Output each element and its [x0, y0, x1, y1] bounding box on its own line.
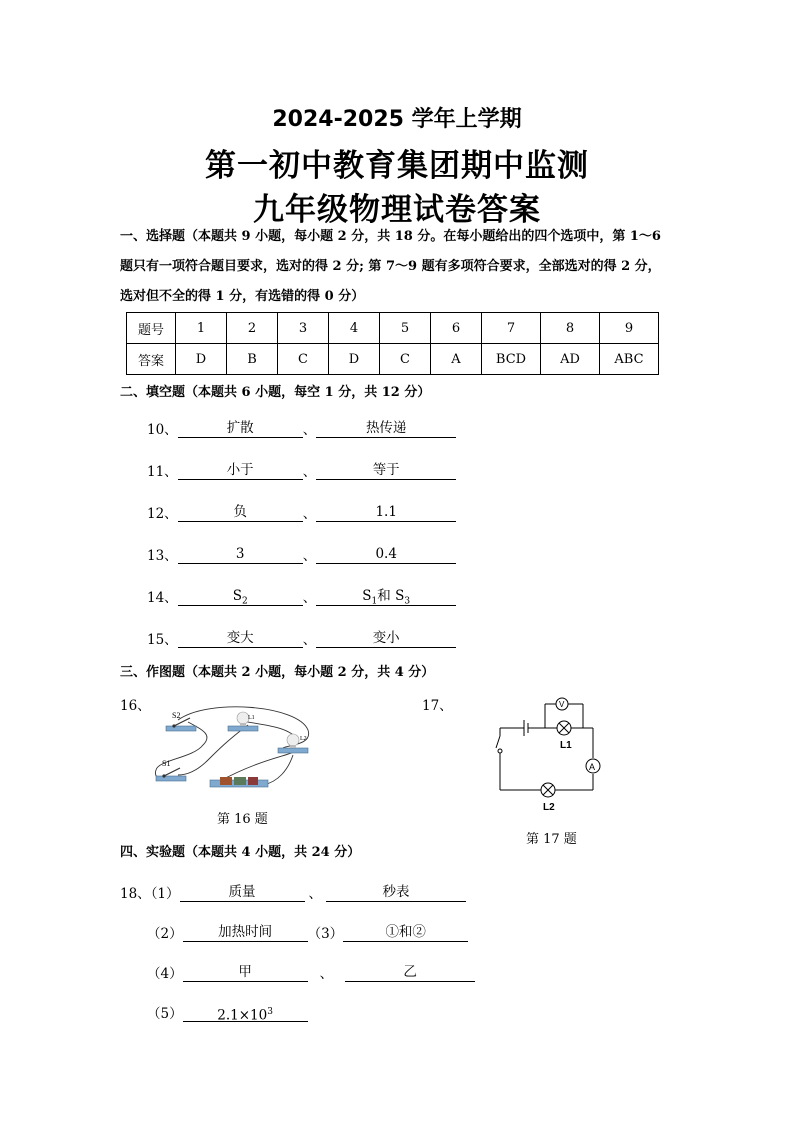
answer-blank: 1.1 [316, 504, 456, 522]
caption-17: 第 17 题 [526, 832, 577, 847]
table-row [127, 313, 659, 344]
answer-blank: 3 [178, 546, 303, 564]
answer-blank: 加热时间 [183, 924, 308, 942]
table-cell: A [431, 344, 482, 375]
section1-line3: 选对但不全的得 1 分，有选错的得 0 分） [120, 289, 365, 304]
answer-blank: $S_2$ [178, 588, 303, 606]
svg-text:V: V [559, 700, 565, 709]
table-cell: 4 [329, 313, 380, 344]
switch-s2-icon [166, 718, 196, 731]
section3-title: 三、作图题（本题共 2 小题，每小题 2 分，共 4 分） [120, 665, 435, 680]
table-cell: 2 [227, 313, 278, 344]
exp-item-18-1: 18、（1） 质量 、 秒表 [120, 882, 466, 902]
section4-title: 四、实验题（本题共 4 小题，共 24 分） [120, 845, 361, 860]
exp-item-18-5: （5） $2.1\times 10^3$ [147, 1002, 308, 1022]
section2-title: 二、填空题（本题共 6 小题，每空 1 分，共 12 分） [120, 385, 431, 400]
section1-line2: 题只有一项符合题目要求，选对的得 2 分; 第 7～9 题有多项符合要求，全部选对的得 2 分， [120, 259, 661, 274]
svg-text:A: A [589, 762, 596, 772]
lamp-l1-icon [557, 721, 571, 735]
exp-item-18-2: （2） 加热时间 （3） ①和② [147, 922, 468, 942]
fill-item-11: 11、 小于 、 等于 [147, 460, 456, 480]
fill-item-13: 13、 3 、 0.4 [147, 544, 456, 564]
label-l1: L1 [248, 715, 255, 721]
answer-blank: 甲 [183, 964, 308, 982]
label-c-l1: L1 [560, 740, 572, 751]
label-s1: S1 [162, 759, 171, 768]
row-label: 题号 [127, 313, 176, 344]
q17-number: 17、 [422, 698, 453, 714]
exp-item-18-4: （4） 甲 、 乙 [147, 962, 475, 982]
table-cell: 6 [431, 313, 482, 344]
table-row [127, 344, 659, 375]
school-title: 第一初中教育集团期中监测 [205, 148, 589, 184]
table-cell: 9 [600, 313, 659, 344]
answer-table [126, 312, 659, 375]
answer-blank: 乙 [345, 964, 475, 982]
exam-title: 九年级物理试卷答案 [253, 192, 541, 228]
answer-blank: 负 [178, 504, 303, 522]
answer-blank: 秒表 [326, 884, 466, 902]
table-cell: D [176, 344, 227, 375]
table-cell: ABC [600, 344, 659, 375]
lamp-l2-icon [541, 783, 555, 797]
answer-blank: 变小 [316, 630, 456, 648]
q16-number: 16、 [120, 698, 151, 714]
table-cell: 7 [482, 313, 541, 344]
section1-title: 一、选择题（本题共 9 小题，每小题 2 分，共 18 分。在每小题给出的四个选项中，第 1～6 [120, 229, 661, 244]
answer-blank: 0.4 [316, 546, 456, 564]
label-l2: L2 [300, 736, 307, 742]
voltmeter-icon [556, 698, 568, 710]
battery-icon [210, 777, 268, 787]
fill-item-14: 14、 $S_2$ 、 $S_1$和 $S_3$ [147, 586, 456, 606]
figure17-circuit-diagram [490, 690, 605, 815]
caption-16: 第 16 题 [217, 812, 268, 827]
figure16-circuit [148, 700, 338, 800]
table-cell: D [329, 344, 380, 375]
exam-year: 2024-2025 学年上学期 [272, 107, 522, 132]
answer-blank: 质量 [180, 884, 305, 902]
fill-item-12: 12、 负 、 1.1 [147, 502, 456, 522]
table-cell: C [380, 344, 431, 375]
ammeter-icon [586, 759, 600, 773]
answer-blank: $S_1$和 $S_3$ [316, 588, 456, 606]
fill-item-10: 10、 扩散 、 热传递 [147, 418, 456, 438]
table-cell: 8 [541, 313, 600, 344]
table-cell: 1 [176, 313, 227, 344]
label-c-l2: L2 [543, 802, 555, 813]
table-cell: C [278, 344, 329, 375]
answer-blank: $2.1\times 10^3$ [183, 1004, 308, 1022]
answer-blank: 扩散 [178, 420, 303, 438]
table-cell: 5 [380, 313, 431, 344]
label-s2: S2 [172, 711, 181, 720]
answer-blank: 热传递 [316, 420, 456, 438]
table-cell: AD [541, 344, 600, 375]
fill-item-15: 15、 变大 、 变小 [147, 628, 456, 648]
row-label: 答案 [127, 344, 176, 375]
table-cell: 3 [278, 313, 329, 344]
table-cell: BCD [482, 344, 541, 375]
answer-blank: ①和② [343, 924, 468, 942]
answer-blank: 小于 [178, 462, 303, 480]
answer-blank: 等于 [316, 462, 456, 480]
answer-blank: 变大 [178, 630, 303, 648]
switch-contact-icon [498, 749, 502, 753]
table-cell: B [227, 344, 278, 375]
